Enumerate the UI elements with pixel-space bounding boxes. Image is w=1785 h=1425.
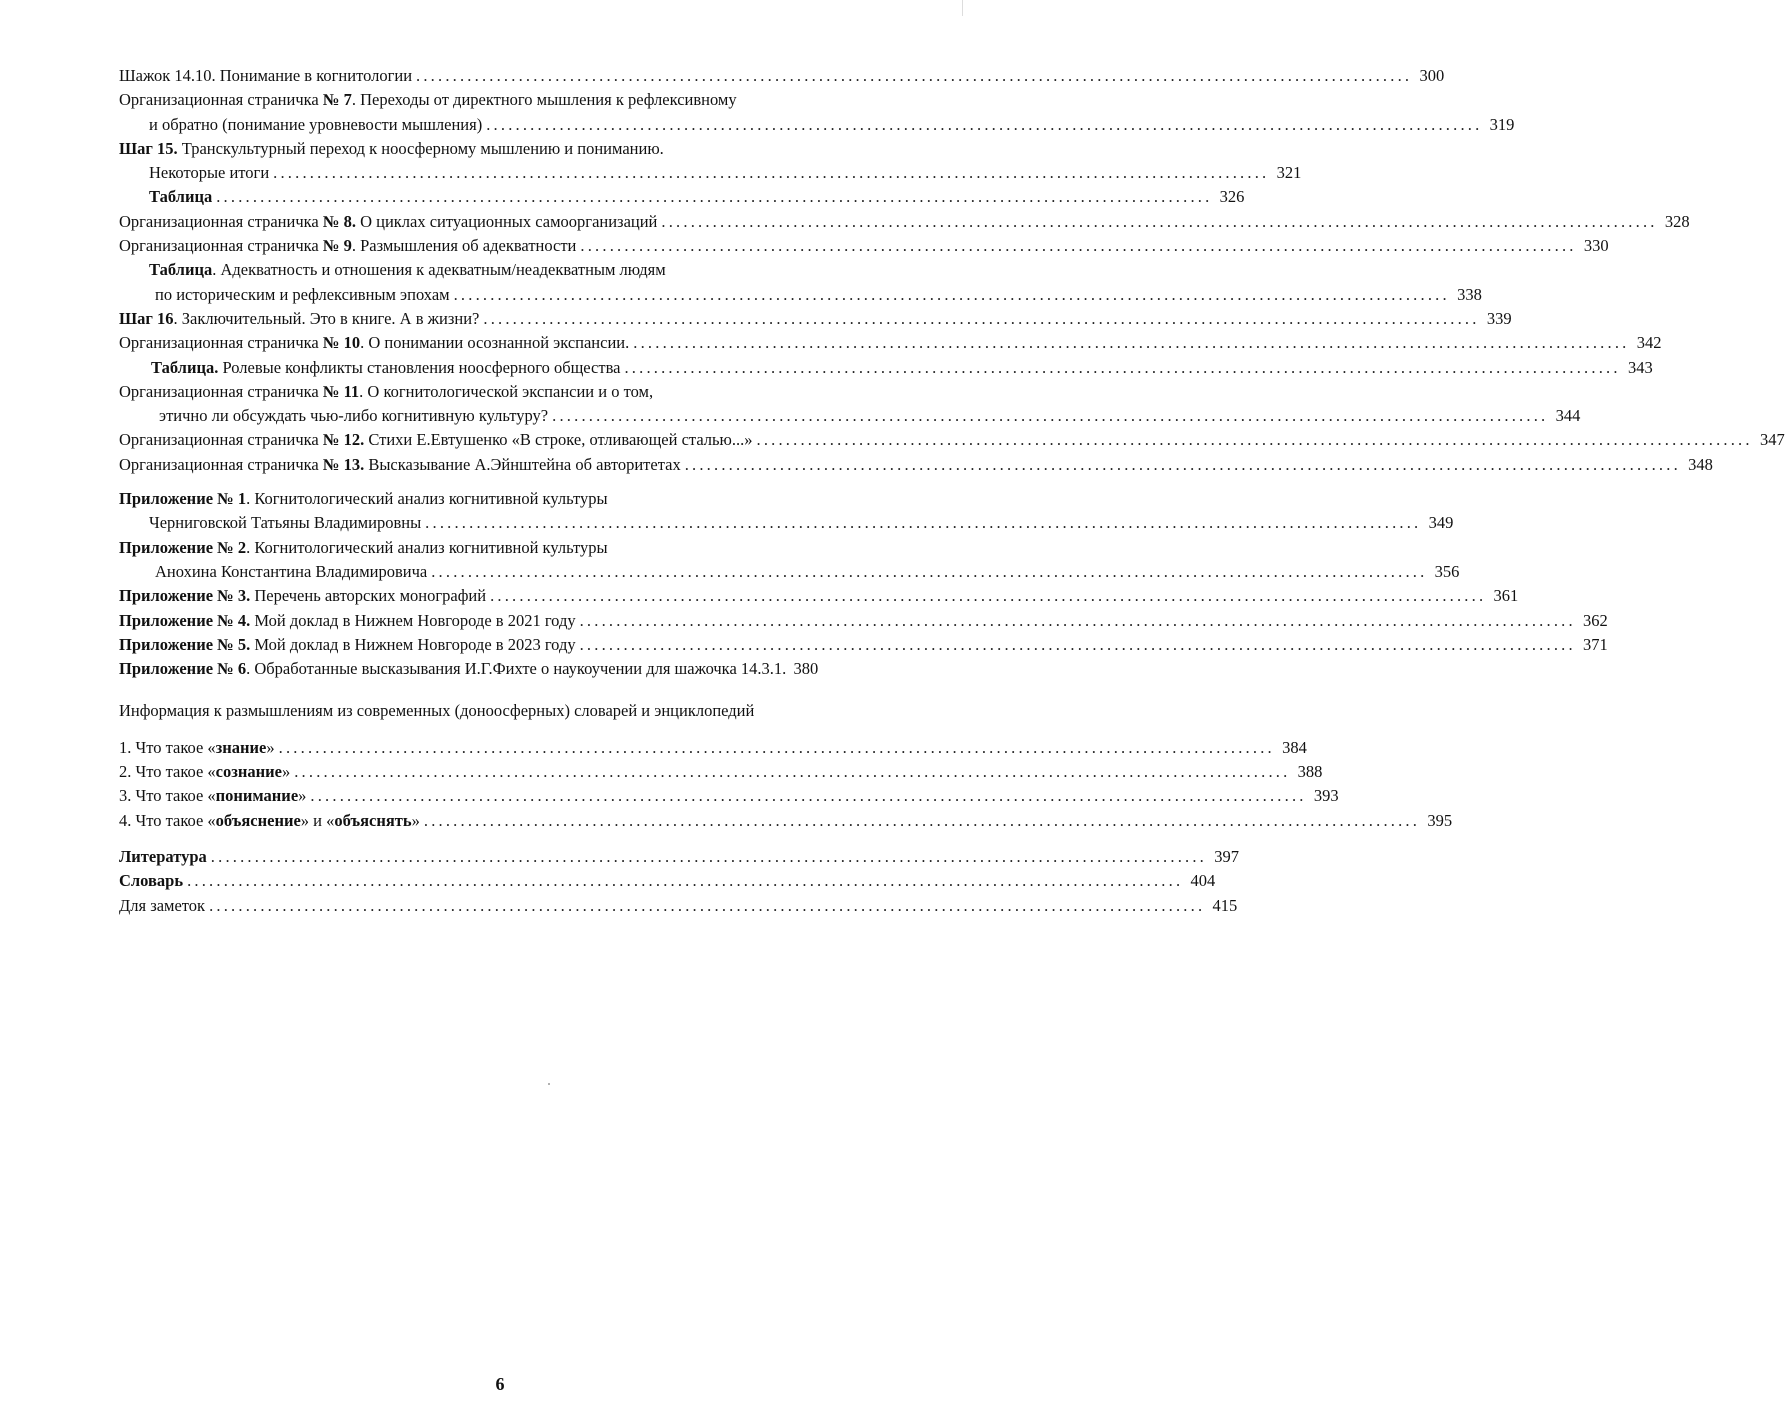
dot-leader: ........................................................................................................................................: [273, 163, 1270, 183]
spacer: [119, 724, 951, 736]
back-matter-title: Словарь: [119, 871, 184, 891]
appendix-page-number: 362: [1583, 610, 1608, 630]
appendix-page-number: 371: [1583, 634, 1608, 654]
dot-leader: ........................................................................................................................................: [579, 634, 1576, 654]
info-page-number: 395: [1427, 810, 1453, 830]
appendix-title: Приложение № 5. Мой доклад в Нижнем Новгороде в 2023 году: [119, 634, 576, 654]
dot-leader: ........................................................................................................................................: [423, 810, 1421, 830]
dot-leader: ........................................................................................................................................: [216, 187, 1213, 207]
info-page-number: 384: [1282, 737, 1307, 757]
toc-page-number: 348: [1688, 454, 1713, 474]
dot-leader: ........................................................................................................................................: [486, 114, 1483, 134]
info-entry-title: 2. Что такое «сознание»: [119, 762, 291, 782]
appendix-title: Черниговской Татьяны Владимировны: [149, 513, 422, 533]
info-entry: [119, 760, 1323, 784]
dot-leader: ........................................................................................................................................: [294, 762, 1291, 782]
toc-entry: [119, 404, 1581, 428]
scan-edge-mark: [962, 0, 963, 16]
info-entry-title: 4. Что такое «объяснение» и «объяснять»: [119, 810, 420, 830]
back-matter-title: Литература: [119, 846, 207, 866]
toc-page-number: 326: [1219, 187, 1245, 207]
toc-page-number: 347: [1759, 430, 1785, 450]
back-matter-entry: [119, 869, 1216, 893]
appendix-title: Приложение № 3. Перечень авторских монографий: [119, 586, 487, 606]
info-entry-title: 3. Что такое «понимание»: [119, 786, 307, 806]
appendix-page-number: 361: [1493, 586, 1519, 606]
toc-entry-title: Организационная страничка № 9. Размышления об адекватности: [119, 236, 577, 256]
back-matter-page-number: 397: [1214, 846, 1239, 866]
back-matter-page-number: 415: [1212, 895, 1238, 915]
dot-leader: ........................................................................................................................................: [187, 871, 1184, 891]
appendix-page-number: 349: [1428, 513, 1454, 533]
back-matter-title: Для заметок: [119, 895, 206, 915]
toc-entry-heading: Шаг 15. Транскультурный переход к ноосферному мышлению и пониманию.: [119, 138, 664, 158]
info-page-number: 388: [1297, 762, 1323, 782]
toc-entry: [119, 283, 1482, 307]
toc-page-number: 343: [1627, 357, 1653, 377]
toc-entry-title: Организационная страничка № 12. Стихи Е.Евтушенко «В строке, отливающей сталью...»: [119, 430, 753, 450]
toc-entry: [119, 307, 1512, 331]
dot-leader: ........................................................................................................................................: [483, 308, 1480, 328]
dot-leader: ........................................................................................................................................: [580, 236, 1577, 256]
toc-entry: [119, 234, 1609, 258]
toc-page-number: 344: [1555, 406, 1581, 426]
info-entry-title: 1. Что такое «знание»: [119, 737, 275, 757]
dot-leader: ........................................................................................................................................: [310, 786, 1307, 806]
toc-entry-title: этично ли обсуждать чью-либо когнитивную культуру?: [159, 406, 549, 426]
dot-leader: ........................................................................................................................................: [425, 513, 1422, 533]
appendix-title: Приложение № 4. Мой доклад в Нижнем Новгороде в 2021 году: [119, 610, 576, 630]
appendix-entry: [119, 657, 951, 681]
toc-entry: [119, 428, 1785, 452]
toc-entry: [119, 210, 1690, 234]
appendix-title: Приложение № 6. Обработанные высказывания И.Г.Фихте о наукоучении для шажочка 14.3.1.: [119, 659, 787, 679]
toc-entry-heading: Организационная страничка № 7. Переходы от директного мышления к рефлексивному: [119, 90, 737, 110]
appendix-page-number: 356: [1434, 561, 1460, 581]
toc-page-number: 321: [1276, 163, 1302, 183]
toc-entry: [119, 331, 1662, 355]
toc-entry: [119, 453, 1713, 477]
dot-leader: ........................................................................................................................................: [278, 737, 1275, 757]
spacer: [119, 833, 951, 845]
appendix-entry: [119, 511, 1454, 535]
dot-leader: ........................................................................................................................................: [210, 846, 1207, 866]
toc-entry-heading: Организационная страничка № 11. О когнитологической экспансии и о том,: [119, 381, 654, 401]
appendix-page-number: 380: [793, 659, 819, 679]
toc-page-number: 319: [1489, 114, 1515, 134]
toc-entry: [119, 64, 1445, 88]
dot-leader: ........................................................................................................................................: [756, 430, 1753, 450]
appendix-title: Анохина Константина Владимировича: [155, 561, 428, 581]
dot-leader: ........................................................................................................................................: [633, 333, 1630, 353]
dot-leader: ........................................................................................................................................: [453, 284, 1450, 304]
toc-entry: [119, 185, 1245, 209]
appendix-entry: [119, 633, 1608, 657]
dot-leader: ........................................................................................................................................: [552, 406, 1549, 426]
info-page-number: 393: [1313, 786, 1339, 806]
back-matter-page-number: 404: [1190, 871, 1216, 891]
toc-entry-title: по историческим и рефлексивным эпохам: [155, 284, 450, 304]
back-matter-entry: [119, 894, 1238, 918]
dot-leader: ........................................................................................................................................: [431, 561, 1428, 581]
toc-entry-title: Таблица: [149, 187, 213, 207]
toc-entry-title: Некоторые итоги: [149, 163, 270, 183]
dot-leader: ........................................................................................................................................: [416, 66, 1413, 85]
info-entry: [119, 736, 1307, 760]
toc-page-number: 300: [1419, 66, 1445, 85]
toc-entry-heading: Таблица. Адекватность и отношения к адекватным/неадекватным людям: [149, 260, 666, 280]
info-entry: [119, 784, 1339, 808]
toc-entry-title: Таблица. Ролевые конфликты становления ноосферного общества: [151, 357, 621, 377]
info-section-heading: Информация к размышлениям из современных (доноосферных) словарей и энциклопедий: [119, 701, 755, 721]
toc-page-number: 342: [1636, 333, 1662, 353]
table-of-contents: [119, 64, 1785, 918]
toc-page-number: 328: [1664, 211, 1690, 231]
toc-entry: [119, 356, 1653, 380]
toc-page-number: 330: [1583, 236, 1609, 256]
back-matter-entry: [119, 845, 1239, 869]
dot-leader: ........................................................................................................................................: [490, 586, 1487, 606]
appendix-heading: Приложение № 1. Когнитологический анализ когнитивной культуры: [119, 489, 608, 509]
dot-leader: ........................................................................................................................................: [684, 454, 1681, 474]
scan-speck: [548, 1083, 550, 1085]
toc-entry: [119, 161, 1302, 185]
toc-entry-title: Организационная страничка № 13. Высказывание А.Эйнштейна об авторитетах: [119, 454, 681, 474]
dot-leader: ........................................................................................................................................: [661, 211, 1658, 231]
dot-leader: ........................................................................................................................................: [209, 895, 1206, 915]
dot-leader: ........................................................................................................................................: [579, 610, 1576, 630]
spacer: [119, 477, 951, 487]
appendix-entry: [119, 560, 1460, 584]
appendix-heading: Приложение № 2. Когнитологический анализ когнитивной культуры: [119, 537, 608, 557]
toc-entry-title: Организационная страничка № 8. О циклах ситуационных самоорганизаций: [119, 211, 658, 231]
toc-entry-title: Шажок 14.10. Понимание в когнитологии: [119, 66, 413, 85]
info-entry: [119, 809, 1453, 833]
toc-page-number: 339: [1486, 308, 1512, 328]
appendix-entry: [119, 609, 1608, 633]
spacer: [119, 681, 951, 699]
page-number: 6: [495, 1374, 505, 1394]
toc-entry: [119, 113, 1515, 137]
toc-entry-title: Организационная страничка № 10. О понимании осознанной экспансии.: [119, 333, 630, 353]
toc-page-number: 338: [1457, 284, 1482, 304]
appendix-entry: [119, 584, 1519, 608]
dot-leader: ........................................................................................................................................: [624, 357, 1621, 377]
toc-entry-title: и обратно (понимание уровневости мышления): [149, 114, 483, 134]
toc-entry-title: Шаг 16. Заключительный. Это в книге. А в жизни?: [119, 308, 480, 328]
